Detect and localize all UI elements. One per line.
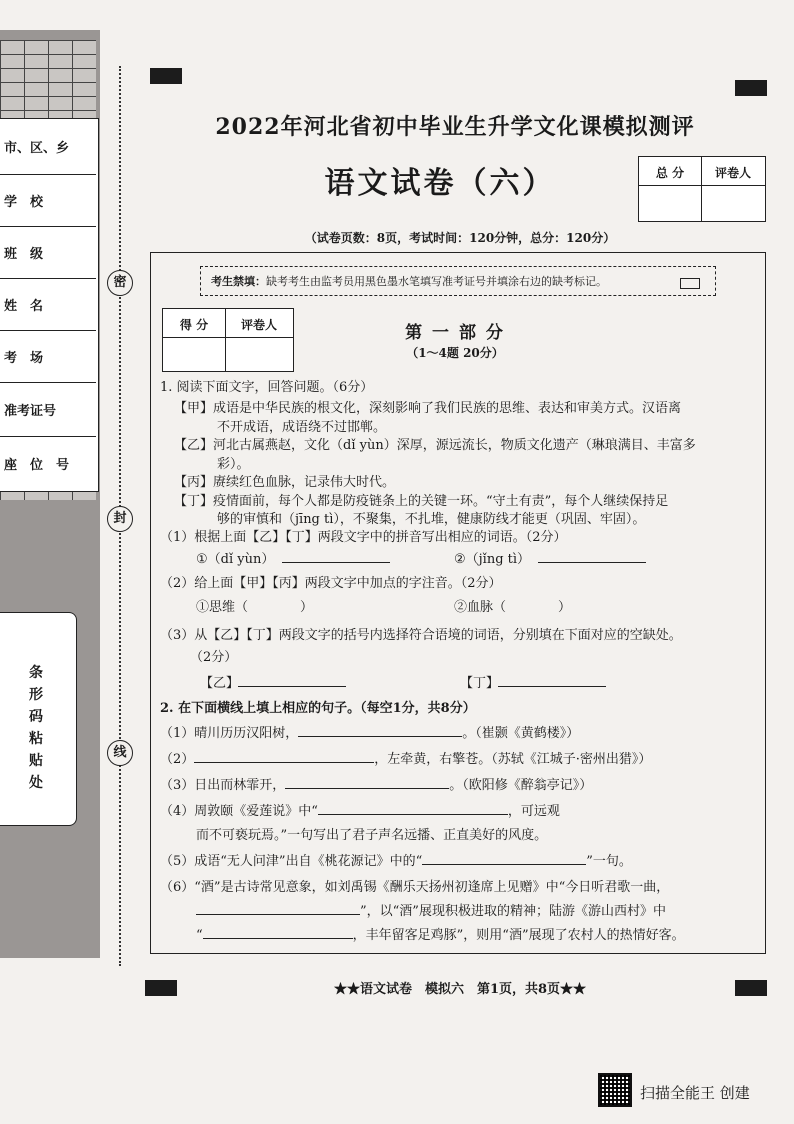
q1-passage-jia-cont: 不开成语，成语绕不过邯郸。 <box>217 420 387 435</box>
q2-line1: （1）晴川历历汉阳树， 。（崔颢《黄鹤楼》） <box>160 726 580 741</box>
alignment-marker <box>735 80 767 96</box>
page-footer: ★★语文试卷 模拟六 第1页，共8页★★ <box>333 982 587 997</box>
q1-passage-bing: 【丙】赓续红色血脉，记录伟大时代。 <box>174 475 396 490</box>
q1-sub1-a: ①（dǐ yùn） <box>196 552 275 567</box>
student-info-box <box>0 118 99 492</box>
q2-line2: （2） ，左牵黄，右擎苍。（苏轼《江城子·密州出猎》） <box>160 752 652 767</box>
alignment-marker <box>145 980 177 996</box>
scanner-watermark: 扫描全能王 创建 <box>640 1084 750 1102</box>
q2-line6-cont2: “ ，丰年留客足鸡豚”，则用“酒”展现了农村人的热情好客。 <box>196 928 685 943</box>
q1-stem: 1. 阅读下面文字，回答问题。（6分） <box>160 380 374 395</box>
q1-passage-ding-cont: 够的审慎和（jīng tì），不聚集，不扎堆，健康防线才能更（巩固、牢固）。 <box>217 512 646 527</box>
q1-passage-ding: 【丁】疫情面前，每个人都是防疫链条上的关键一环。“守土有责”，每个人继续保持足 <box>174 494 669 509</box>
q2-line3: （3）日出而林霏开， 。（欧阳修《醉翁亭记》） <box>160 778 593 793</box>
alignment-marker <box>150 68 182 84</box>
field-name: 姓 名 <box>0 279 96 331</box>
qr-code-icon <box>598 1073 632 1107</box>
field-exam-room: 考 场 <box>0 331 96 383</box>
notice-label: 考生禁填： <box>211 275 266 288</box>
answer-blank[interactable] <box>282 562 390 563</box>
seal-mi: 密 <box>107 270 133 296</box>
q1-sub3-b: 【丁】 <box>460 676 500 691</box>
notice-text: 缺考考生由监考员用黑色墨水笔填写准考证号并填涂右边的缺考标记。 <box>266 275 607 288</box>
total-score-label: 总 分 <box>655 166 685 180</box>
exam-info: （试卷页数：8页，考试时间：120分钟，总分：120分） <box>304 231 616 245</box>
answer-blank[interactable] <box>238 686 346 687</box>
answer-blank[interactable] <box>498 686 606 687</box>
field-class: 班 级 <box>0 227 96 279</box>
q1-passage-jia: 【甲】成语是中华民族的根文化，深刻影响了我们民族的思维、表达和审美方式。汉语离 <box>174 401 682 416</box>
q2-stem: 2. 在下面横线上填上相应的句子。（每空1分，共8分） <box>160 701 476 716</box>
field-city: 市、区、乡 <box>0 119 96 175</box>
q1-sub1: （1）根据上面【乙】【丁】两段文字中的拼音写出相应的词语。（2分） <box>160 530 567 545</box>
total-grader-label: 评卷人 <box>714 166 751 180</box>
total-score-table <box>638 156 766 222</box>
field-seat-number: 座 位 号 <box>4 457 70 473</box>
q1-sub2: （2）给上面【甲】【丙】两段文字中加点的字注音。（2分） <box>160 576 502 591</box>
notice-box <box>200 266 716 296</box>
part-subtitle: （1～4题 20分） <box>406 346 504 360</box>
q1-passage-yi-cont: 彩）。 <box>217 457 250 472</box>
q1-sub3-points: （2分） <box>190 650 238 665</box>
q2-line6: （6）“酒”是古诗常见意象，如刘禹锡《酬乐天扬州初逢席上见赠》中“今日听君歌一曲， <box>160 880 670 895</box>
section-grader-label: 评卷人 <box>240 318 277 332</box>
exam-subtitle: 语文试卷（六） <box>324 166 556 201</box>
answer-blank[interactable] <box>538 562 646 563</box>
q1-sub1-b: ②（jǐng tì） <box>454 552 531 567</box>
q1-passage-yi: 【乙】河北古属燕赵，文化（dǐ yùn）深厚，源远流长，物质文化遗产（琳琅满目、丰富多 <box>174 438 696 453</box>
q2-line4: （4）周敦颐《爱莲说》中“ ，可远观 <box>160 804 560 819</box>
exam-title: 2022年河北省初中毕业生升学文化课模拟测评 <box>215 114 695 140</box>
q2-line5: （5）成语“无人问津”出自《桃花源记》中的“ ”一句。 <box>160 854 632 869</box>
q1-sub2-a: ①思维（ ） <box>196 600 314 615</box>
barcode-label: 条形码粘贴处 <box>29 665 43 791</box>
section-score-label: 得 分 <box>179 318 209 332</box>
part-title: 第 一 部 分 <box>405 323 505 343</box>
seal-feng: 封 <box>107 506 133 532</box>
q1-sub3-a: 【乙】 <box>200 676 240 691</box>
q1-sub2-b: ②血脉（ ） <box>454 600 572 615</box>
field-ticket-number: 准考证号 <box>0 383 96 437</box>
absence-mark-box[interactable] <box>680 278 700 289</box>
q2-line6-cont: ”，以“酒”展现积极进取的精神；陆游《游山西村》中 <box>196 900 666 919</box>
field-school: 学 校 <box>0 175 96 227</box>
seal-xian: 线 <box>107 740 133 766</box>
section-score-table <box>162 308 294 372</box>
alignment-marker <box>735 980 767 996</box>
q2-line4-cont: 而不可亵玩焉。”一句写出了君子声名远播、正直美好的风度。 <box>196 828 548 843</box>
q1-sub3: （3）从【乙】【丁】两段文字的括号内选择符合语境的词语，分别填在下面对应的空缺处。 <box>160 628 682 643</box>
